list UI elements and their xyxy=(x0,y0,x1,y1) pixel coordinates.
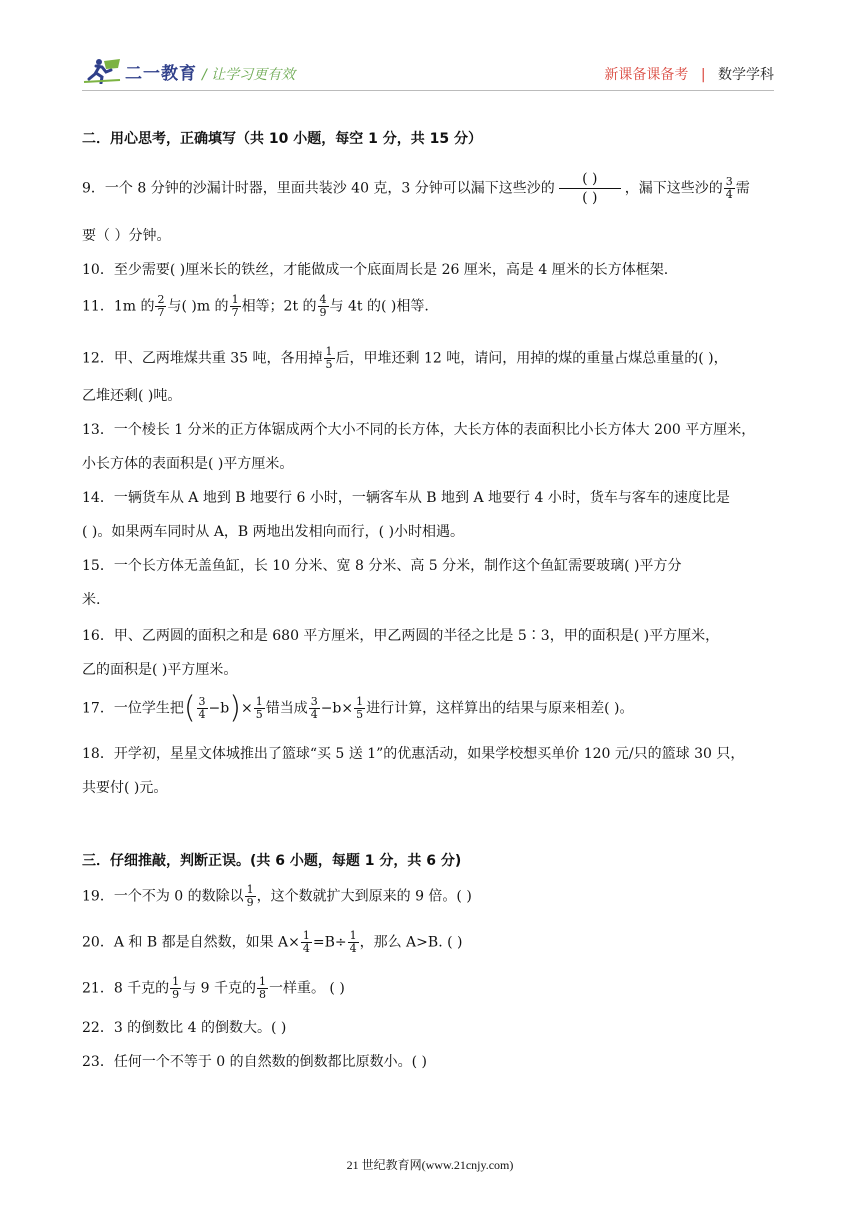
logo-text: 二一教育 xyxy=(125,63,197,84)
question-11: 11．1m 的 $\frac{2}{7}$ 与( )m 的 $\frac{1}{7}$ 相等；2t 的 $\frac{4}{9}$ 与 4t 的( )相等. xyxy=(82,293,429,319)
q11-fraction-3: $\frac{4}{9}$ xyxy=(319,293,327,319)
q20-fraction-1: $\frac{1}{4}$ xyxy=(302,929,310,955)
q20-fraction-2: $\frac{1}{4}$ xyxy=(349,929,357,955)
section-3-title: 三．仔细推敲，判断正误。(共 6 小题，每题 1 分，共 6 分) xyxy=(82,853,462,869)
q17-fraction-4: $\frac{1}{5}$ xyxy=(356,695,364,721)
question-12-line2: 乙堆还剩( )吨。 xyxy=(82,388,182,404)
q17-fraction-1: $\frac{3}{4}$ xyxy=(198,695,206,721)
q9-blank-numerator: ( ) xyxy=(559,170,621,189)
question-14-line1: 14．一辆货车从 A 地到 B 地要行 6 小时，一辆客车从 B 地到 A 地要行 4 小时，货车与客车的速度比是 xyxy=(82,490,730,506)
page-footer: 21 世纪教育网(www.21cnjy.com) xyxy=(346,1158,514,1172)
course-label: 新课备课备考 xyxy=(604,67,689,83)
question-22: 22．3 的倒数比 4 的倒数大。( ) xyxy=(82,1020,287,1036)
question-18-line1: 18．开学初，星星文体城推出了篮球“买 5 送 1”的优惠活动，如果学校想买单价 120 元/只的篮球 30 只， xyxy=(82,746,745,762)
q12-fraction: $\frac{1}{5}$ xyxy=(325,345,333,371)
question-13-line1: 13．一个棱长 1 分米的正方体锯成两个大小不同的长方体，大长方体的表面积比小长方体大 200 平方厘米， xyxy=(82,422,756,438)
q9-text-b: ，漏下这些沙的 xyxy=(624,180,723,197)
question-10: 10．至少需要( )厘米长的铁丝，才能做成一个底面周长是 26 厘米，高是 4 厘米的长方体框架. xyxy=(82,262,669,278)
question-17: 17．一位学生把( $\frac{3}{4}$ −b)× $\frac{1}{5}$ 错当成 $\frac{3}{4}$ −b× $\frac{1}{5}$ 进行计算，这样算出的结果与原来相差( )。 xyxy=(82,690,634,726)
runner-logo-icon xyxy=(82,58,122,84)
question-9-line2: 要（ ）分钟。 xyxy=(82,228,171,244)
question-16-line2: 乙的面积是( )平方厘米。 xyxy=(82,662,238,678)
question-19: 19．一个不为 0 的数除以 $\frac{1}{9}$ ，这个数就扩大到原来的 9 倍。( ) xyxy=(82,883,472,909)
question-14-line2: ( )。如果两车同时从 A，B 两地出发相向而行，( )小时相遇。 xyxy=(82,524,465,540)
q9-blank-fraction[interactable] xyxy=(559,170,621,207)
page-header xyxy=(82,52,774,92)
subject-label: 数学学科 xyxy=(718,67,774,83)
question-18-line2: 共要付( )元。 xyxy=(82,780,168,796)
question-9 xyxy=(82,170,750,207)
question-12: 12．甲、乙两堆煤共重 35 吨，各用掉 $\frac{1}{5}$ 后，甲堆还剩 12 吨，请问，用掉的煤的重量占煤总重量的( )， xyxy=(82,345,728,371)
header-separator: | xyxy=(700,67,706,83)
question-20: 20．A 和 B 都是自然数，如果 A× $\frac{1}{4}$ =B÷ $\frac{1}{4}$ ，那么 A>B. ( ) xyxy=(82,929,463,955)
q17-fraction-2: $\frac{1}{5}$ xyxy=(255,695,263,721)
question-15-line2: 米. xyxy=(82,592,101,608)
q11-fraction-1: $\frac{2}{7}$ xyxy=(157,293,165,319)
question-23: 23．任何一个不等于 0 的自然数的倒数都比原数小。( ) xyxy=(82,1054,427,1070)
question-15-line1: 15．一个长方体无盖鱼缸，长 10 分米、宽 8 分米、高 5 分米，制作这个鱼缸需要玻璃( )平方分 xyxy=(82,558,682,574)
q9-fraction: $\frac{3}{4}$ xyxy=(725,175,733,201)
q9-text-c: 需 xyxy=(735,180,750,197)
header-right xyxy=(604,64,774,84)
q11-fraction-2: $\frac{1}{7}$ xyxy=(231,293,239,319)
logo xyxy=(82,58,197,84)
q19-fraction: $\frac{1}{9}$ xyxy=(246,883,254,909)
question-13-line2: 小长方体的表面积是( )平方厘米。 xyxy=(82,456,294,472)
q21-fraction-2: $\frac{1}{8}$ xyxy=(258,975,266,1001)
q9-text-a: 9．一个 8 分钟的沙漏计时器，里面共装沙 40 克，3 分钟可以漏下这些沙的 xyxy=(82,180,555,197)
question-16-line1: 16．甲、乙两圆的面积之和是 680 平方厘米，甲乙两圆的半径之比是 5∶3，甲的面积是( )平方厘米， xyxy=(82,628,720,644)
header-divider xyxy=(82,90,774,91)
q9-blank-denominator: ( ) xyxy=(582,190,598,206)
slogan: / 让学习更有效 xyxy=(202,67,296,83)
q21-fraction-1: $\frac{1}{9}$ xyxy=(172,975,180,1001)
section-2-title: 二．用心思考，正确填写（共 10 小题，每空 1 分，共 15 分） xyxy=(82,131,482,147)
question-21: 21．8 千克的 $\frac{1}{9}$ 与 9 千克的 $\frac{1}{8}$ 一样重。 ( ) xyxy=(82,975,345,1001)
q17-fraction-3: $\frac{3}{4}$ xyxy=(310,695,318,721)
